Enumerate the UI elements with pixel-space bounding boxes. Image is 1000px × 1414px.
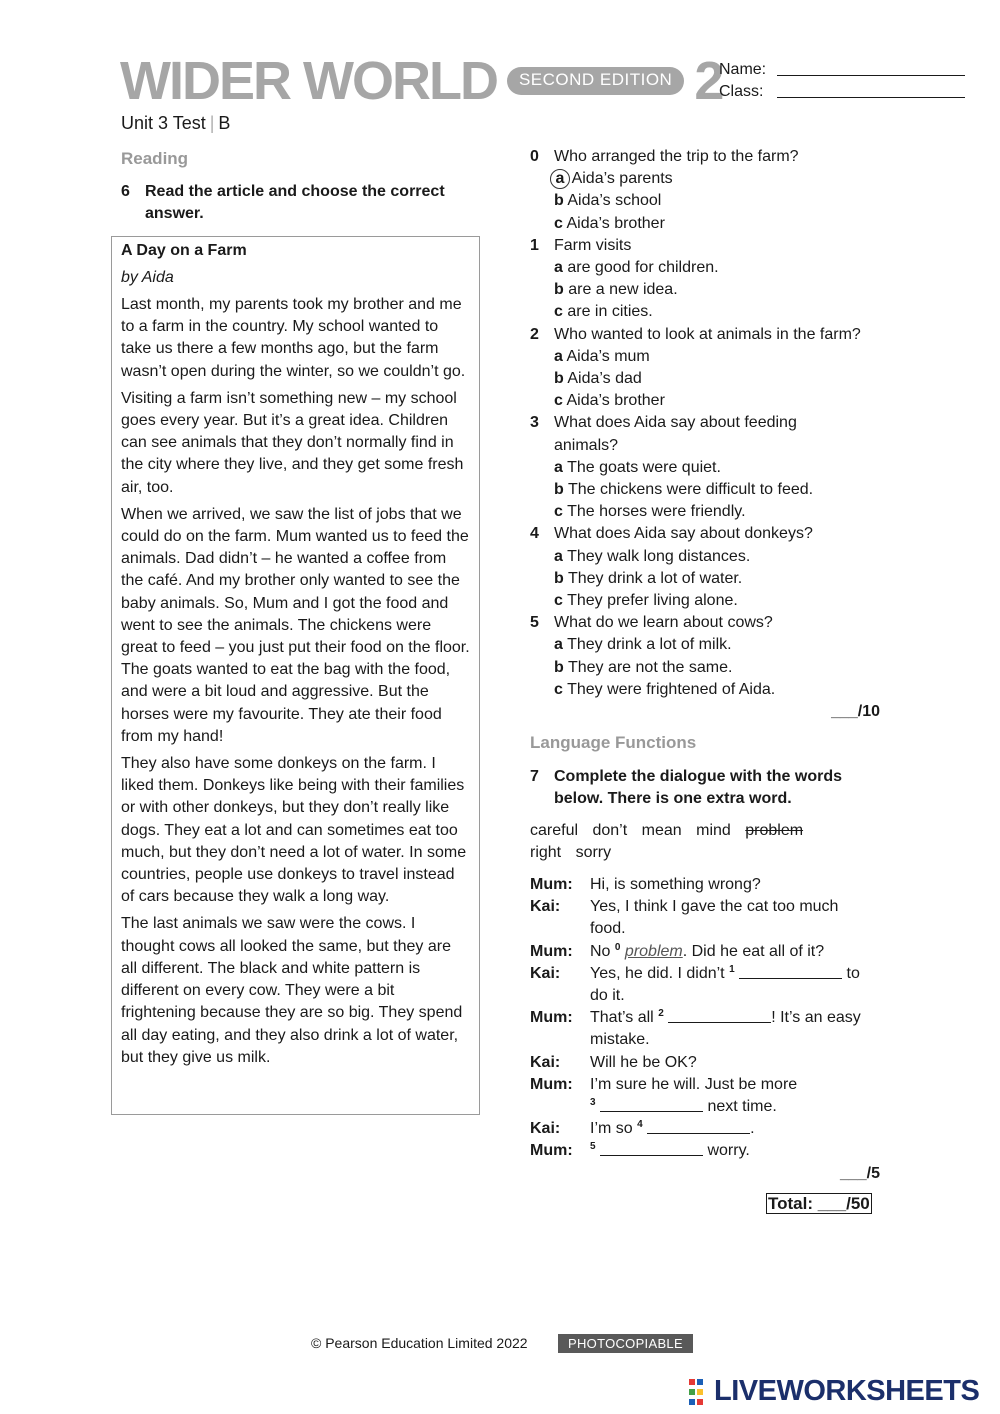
- language-functions-heading: Language Functions: [530, 733, 697, 752]
- liveworksheets-logo: [689, 1375, 979, 1408]
- dialogue-line: Mum: No $^0$ problem. Did he eat all of it?: [530, 941, 875, 963]
- option-b[interactable]: b The chickens were difficult to feed.: [554, 481, 814, 499]
- dialogue-line: Mum: That’s all $^2$ ! It’s an easy mistake.: [530, 1008, 861, 1049]
- option-b[interactable]: b They drink a lot of water.: [554, 569, 743, 587]
- option-c[interactable]: c They prefer living alone.: [554, 592, 738, 610]
- word: careful: [530, 822, 579, 839]
- option-c[interactable]: c Aida’s brother: [554, 214, 665, 232]
- option-a[interactable]: a The goats were quiet.: [554, 458, 721, 476]
- article-paragraph: Visiting a farm isn’t something new – my school goes every year. But it’s a great idea. Children can see animals that they don’t normally find in the city where they live, and they get some fresh air, too.: [121, 389, 464, 496]
- speaker: Mum:: [530, 942, 573, 960]
- dialogue-line: Mum: Hi, is something wrong?: [530, 874, 875, 896]
- dialogue-line: Kai: I’m so $^4$ .: [530, 1118, 875, 1140]
- total-score[interactable]: Total: ___/50: [768, 1194, 870, 1213]
- dialogue-line: Kai: Yes, he did. I didn’t $^1$ to do it.: [530, 963, 860, 1005]
- reading-instruction: 6 Read the article and choose the correct answer.: [121, 183, 445, 222]
- article-paragraph: When we arrived, we saw the list of jobs that we could do on the farm. Mum wanted us to feed the animals. Dad didn’t – he wanted a coffee from the café. And my brother only wanted to see the baby animals. So, Mum and I got the food and went to see the animals. The chickens were great to feed – you just put their food on the floor. The goats wanted to eat the bag with the food, and were a bit loud and aggressive. But the horses were my favourite. They ate their food from my hand!: [121, 505, 470, 745]
- dialogue-line: Mum: I’m sure he will. Just be more $^3$ next time.: [530, 1075, 798, 1116]
- speaker: Kai:: [530, 964, 561, 982]
- question-4: 4 What does Aida say about donkeys? a They walk long distances. b They drink a lot of water. c They prefer living alone.: [530, 523, 890, 612]
- speaker: Mum:: [530, 1142, 573, 1160]
- option-a[interactable]: a are good for children.: [554, 259, 719, 277]
- question-list: [530, 146, 890, 701]
- speaker: Kai:: [530, 1053, 561, 1071]
- speaker: Kai:: [530, 898, 561, 916]
- option-c[interactable]: c Aida’s brother: [554, 392, 665, 410]
- photocopiable-badge: PHOTOCOPIABLE: [558, 1334, 693, 1353]
- language-score[interactable]: ___/5: [839, 1165, 880, 1182]
- word-box: [530, 820, 830, 864]
- speaker: Mum:: [530, 876, 573, 893]
- option-a[interactable]: a They walk long distances.: [554, 547, 751, 565]
- dialogue: [530, 874, 875, 1163]
- option-b[interactable]: b Aida’s dad: [554, 370, 642, 388]
- word-used: problem: [745, 822, 804, 839]
- task-number: 6: [121, 183, 130, 200]
- test-version: B: [218, 113, 231, 133]
- page-title: Unit 3 Test | B: [121, 113, 231, 133]
- edition-badge: SECOND EDITION: [507, 67, 684, 94]
- answer-blank-5[interactable]: [600, 1141, 703, 1156]
- option-c[interactable]: c The horses were friendly.: [554, 503, 746, 521]
- word: don’t: [592, 822, 628, 839]
- option-c[interactable]: c are in cities.: [554, 303, 653, 321]
- question-2: 2 Who wanted to look at animals in the farm? a Aida’s mum b Aida’s dad c Aida’s brother: [530, 324, 890, 413]
- option-a[interactable]: a They drink a lot of milk.: [554, 636, 732, 654]
- option-c[interactable]: c They were frightened of Aida.: [554, 680, 776, 698]
- example-answer: problem: [624, 942, 683, 960]
- article-paragraph: Last month, my parents took my brother and me to a farm in the country. My school wanted to take us there a few months ago, but the farm wasn’t open during the winter, so we couldn’t go.: [121, 296, 466, 380]
- liveworksheets-wordmark: LIVEWORKSHEETS: [714, 1375, 980, 1407]
- unit-title: Unit 3 Test: [121, 113, 206, 133]
- class-label: Class:: [719, 83, 764, 100]
- article-title: A Day on a Farm: [121, 242, 247, 259]
- option-b[interactable]: b They are not the same.: [554, 658, 733, 676]
- class-field[interactable]: [719, 83, 965, 101]
- name-label: Name:: [719, 61, 767, 78]
- reading-heading: Reading: [121, 149, 189, 168]
- level-number: 2: [694, 51, 725, 111]
- article-paragraph: They also have some donkeys on the farm. I liked them. Donkeys like being with their families or with other donkeys, but they don’t really like dogs. They eat a lot and can sometimes eat too much, but they don’t need a lot of water. In some countries, people use donkeys to travel instead of cars because they walk a long way.: [121, 755, 467, 906]
- name-field[interactable]: [719, 61, 965, 79]
- word: mind: [696, 822, 731, 839]
- dialogue-line: Kai: Yes, I think I gave the cat too much food.: [530, 898, 839, 938]
- question-0: 0 Who arranged the trip to the farm? a Aida’s parents b Aida’s school c Aida’s brother: [530, 146, 890, 235]
- option-a[interactable]: a Aida’s mum: [554, 347, 650, 365]
- option-b[interactable]: b are a new idea.: [554, 281, 678, 299]
- question-3: 3 What does Aida say about feeding animals? a The goats were quiet. b The chickens were difficult to feed. c The horses were friendly.: [530, 412, 890, 523]
- answer-blank-2[interactable]: [668, 1008, 771, 1023]
- dialogue-line: Kai: Will he be OK?: [530, 1052, 875, 1074]
- word: right: [530, 844, 562, 861]
- option-a[interactable]: a Aida’s parents: [554, 168, 890, 190]
- liveworksheets-icon: [689, 1379, 711, 1405]
- wider-world-logo: [120, 48, 724, 114]
- question-5: 5 What do we learn about cows? a They drink a lot of milk. b They are not the same. c They were frightened of Aida.: [530, 612, 890, 701]
- question-1: 1 Farm visits a are good for children. b are a new idea. c are in cities.: [530, 235, 890, 324]
- answer-blank-3[interactable]: [600, 1097, 703, 1112]
- task-number: 7: [530, 768, 539, 785]
- article-paragraph: The last animals we saw were the cows. I thought cows all looked the same, but they are all different. The black and white pattern is different on every cow. They were a bit frightening because they are so big. They spend all day eating, and they also drink a lot of water, but they give us milk.: [121, 915, 463, 1066]
- brand-title: WIDER WORLD: [120, 51, 497, 111]
- word: sorry: [575, 844, 612, 861]
- reading-score[interactable]: ___/10: [831, 703, 880, 720]
- article-box: [111, 236, 480, 1115]
- speaker: Mum:: [530, 1075, 573, 1093]
- language-instruction: 7 Complete the dialogue with the words below. There is one extra word.: [530, 768, 843, 807]
- speaker: Mum:: [530, 1009, 573, 1027]
- selected-answer-circle: a: [550, 169, 570, 189]
- answer-blank-1[interactable]: [739, 964, 842, 979]
- option-b[interactable]: b Aida’s school: [554, 192, 662, 210]
- speaker: Kai:: [530, 1120, 561, 1138]
- copyright-notice: © Pearson Education Limited 2022: [311, 1335, 528, 1351]
- dialogue-line: Mum: $^5$ worry.: [530, 1140, 875, 1162]
- answer-blank-4[interactable]: [647, 1119, 750, 1134]
- word: mean: [641, 822, 682, 839]
- article-byline: by Aida: [121, 269, 174, 286]
